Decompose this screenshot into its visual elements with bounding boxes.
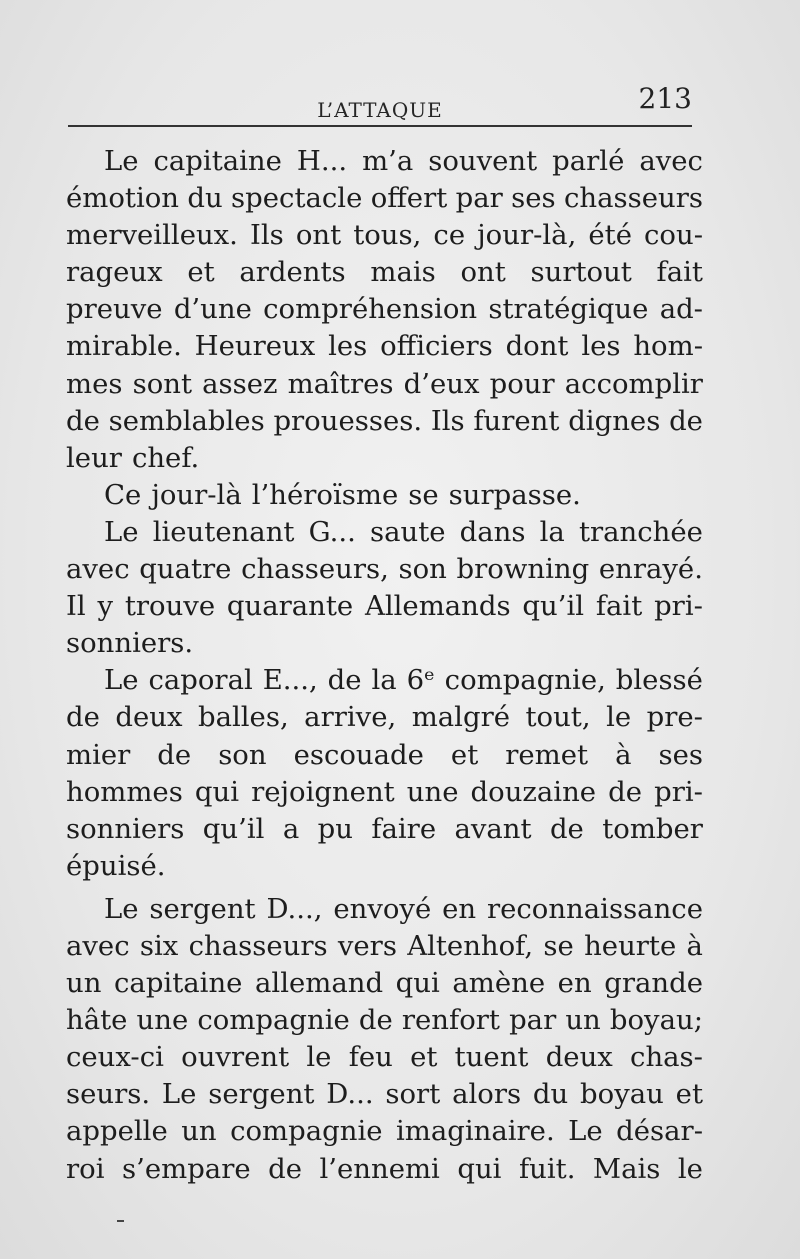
- text-line: Ce jour-là l’héroïsme se surpasse.: [104, 478, 581, 511]
- text-line: sonniers.: [66, 627, 194, 660]
- text-line: ceux-ci ouvrent le feu et tuent deux chas-: [66, 1041, 703, 1074]
- text-line: épuisé.: [66, 849, 166, 882]
- text-line: seurs. Le sergent D... sort alors du boyau et: [66, 1078, 703, 1111]
- text-line: avec quatre chasseurs, son browning enrayé.: [66, 553, 703, 586]
- text-line: un capitaine allemand qui amène en grande: [66, 967, 703, 1000]
- text-line: sonniers qu’il a pu faire avant de tomber: [66, 812, 703, 845]
- text-line: de semblables prouesses. Ils furent dignes de: [66, 404, 703, 437]
- text-line: appelle un compagnie imaginaire. Le désar-: [66, 1115, 703, 1148]
- stray-mark: [117, 1220, 124, 1222]
- body-text: [66, 143, 703, 1188]
- text-line: roi s’empare de l’ennemi qui fuit. Mais le: [66, 1152, 703, 1185]
- text-line: émotion du spectacle offert par ses chasseurs: [66, 182, 703, 215]
- header-rule: [68, 125, 692, 127]
- text-line: leur chef.: [66, 441, 200, 474]
- text-line: hâte une compagnie de renfort par un boyau;: [66, 1004, 703, 1037]
- text-line: Il y trouve quarante Allemands qu’il fait pri-: [66, 590, 703, 623]
- text-line: rageux et ardents mais ont surtout fait: [66, 256, 703, 289]
- text-line: merveilleux. Ils ont tous, ce jour-là, été cou-: [66, 219, 703, 252]
- page-number: 213: [638, 82, 692, 115]
- text-line: Le caporal E..., de la 6ᵉ compagnie, blessé: [104, 664, 703, 697]
- text-line: Le capitaine H... m’a souvent parlé avec: [104, 145, 703, 177]
- text-line: Le sergent D..., envoyé en reconnaissance: [104, 892, 703, 925]
- text-line: preuve d’une compréhension stratégique ad-: [66, 293, 703, 326]
- text-line: de deux balles, arrive, malgré tout, le pre-: [66, 701, 703, 734]
- text-line: mirable. Heureux les officiers dont les hom-: [66, 330, 703, 363]
- chapter-title: L’ATTAQUE: [317, 98, 443, 122]
- text-line: Le lieutenant G... saute dans la tranchée: [104, 515, 703, 548]
- text-line: mes sont assez maîtres d’eux pour accomplir: [66, 367, 703, 400]
- running-head: [68, 78, 692, 122]
- text-line: mier de son escouade et remet à ses: [66, 738, 703, 771]
- text-line: hommes qui rejoignent une douzaine de pri-: [66, 775, 703, 808]
- text-line: avec six chasseurs vers Altenhof, se heurte à: [66, 929, 703, 962]
